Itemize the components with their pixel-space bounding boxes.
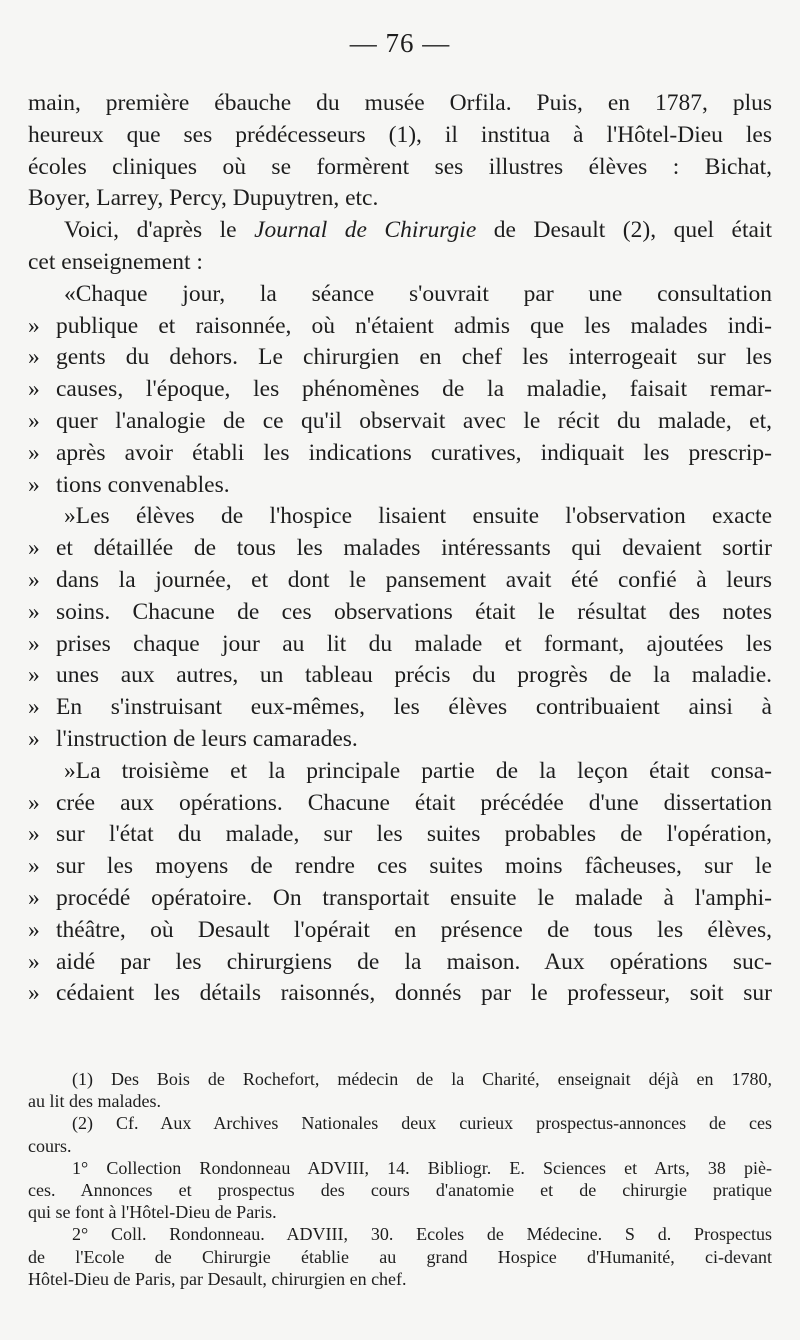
- footnotes: [28, 1068, 772, 1290]
- quote-mark: »: [64, 757, 76, 784]
- quote-text: causes, l'époque, les phénomènes de la maladie, faisait remar-: [56, 376, 772, 403]
- text-line: cet enseignement :: [28, 248, 203, 275]
- text-line: main, première ébauche du musée Orfila. Puis, en 1787, plus: [28, 90, 772, 116]
- quote-text: soins. Chacune de ces observations était le résultat des notes: [56, 598, 772, 625]
- quote-mark: »: [28, 948, 40, 975]
- quote-line: [28, 374, 772, 406]
- quote-line: [28, 883, 772, 915]
- quote-line: [28, 692, 772, 724]
- main-text: [28, 88, 772, 1010]
- quote-line: [28, 724, 772, 756]
- footnote-line: qui se font à l'Hôtel-Dieu de Paris.: [28, 1202, 277, 1223]
- quote-mark: »: [28, 821, 40, 848]
- quote-line: [28, 501, 772, 533]
- quote-line: [28, 819, 772, 851]
- quote-line: [28, 438, 772, 470]
- quote-line: [28, 915, 772, 947]
- quote-text: En s'instruisant eux-mêmes, les élèves contribuaient ainsi à: [56, 694, 772, 721]
- journal-title: Journal de Chirurgie: [254, 217, 477, 244]
- quote-mark: »: [28, 630, 40, 657]
- quote-mark: »: [28, 725, 40, 752]
- quote-text: sur les moyens de rendre ces suites moins fâcheuses, sur le: [56, 853, 772, 880]
- quote-mark: »: [28, 344, 40, 371]
- footnote-line: (1) Des Bois de Rochefort, médecin de la Charité, enseignait déjà en 1780,: [72, 1069, 772, 1089]
- quote-line: [28, 978, 772, 1010]
- footnote-line: 2° Coll. Rondonneau. ADVIII, 30. Ecoles de Médecine. S d. Prospectus: [72, 1224, 772, 1245]
- quote-mark: »: [28, 407, 40, 434]
- quote-text: cédaient les détails raisonnés, donnés par le professeur, soit sur: [56, 980, 772, 1007]
- text-line: heureux que ses prédécesseurs (1), il institua à l'Hôtel-Dieu les: [28, 121, 772, 148]
- quote-text: l'instruction de leurs camarades.: [56, 725, 358, 752]
- quote-mark: »: [28, 566, 40, 593]
- text-line-citation: [28, 215, 772, 247]
- text-fragment: Voici, d'après le: [64, 217, 237, 244]
- quote-text: quer l'analogie de ce qu'il observait avec le récit du malade, et,: [56, 407, 772, 434]
- quote-line: [28, 660, 772, 692]
- quote-text: prises chaque jour au lit du malade et formant, ajoutées les: [56, 630, 772, 657]
- footnote-line: ces. Annonces et prospectus des cours d'anatomie et de chirurgie pratique: [28, 1179, 772, 1200]
- quote-text: crée aux opérations. Chacune était précédée d'une dissertation: [56, 789, 772, 816]
- quote-mark: »: [28, 980, 40, 1007]
- quote-line: [28, 342, 772, 374]
- quote-text: Chaque jour, la séance s'ouvrait par une consultation: [75, 280, 772, 307]
- quote-mark: »: [28, 598, 40, 625]
- quote-text: après avoir établi les indications curatives, indiquait les prescrip-: [56, 439, 772, 466]
- quote-line: [28, 851, 772, 883]
- quote-text: La troisième et la principale partie de la leçon était consa-: [75, 757, 772, 784]
- quote-mark: »: [28, 853, 40, 880]
- quote-mark: »: [28, 471, 40, 498]
- quote-text: aidé par les chirurgiens de la maison. Aux opérations suc-: [56, 948, 772, 975]
- quote-text: théâtre, où Desault l'opérait en présence de tous les élèves,: [56, 916, 772, 943]
- quote-line: [28, 311, 772, 343]
- footnote-line: 1° Collection Rondonneau ADVIII, 14. Bibliogr. E. Sciences et Arts, 38 piè-: [72, 1157, 772, 1178]
- quote-line: [28, 533, 772, 565]
- footnote-line: (2) Cf. Aux Archives Nationales deux curieux prospectus-annonces de ces: [72, 1113, 772, 1134]
- quote-line: [28, 597, 772, 629]
- text-fragment: de Desault (2), quel était: [493, 217, 772, 244]
- text-line: Boyer, Larrey, Percy, Dupuytren, etc.: [28, 185, 379, 212]
- text-line: écoles cliniques où se formèrent ses illustres élèves : Bichat,: [28, 153, 772, 180]
- quote-mark: »: [28, 916, 40, 943]
- footnote-line: cours.: [28, 1135, 72, 1156]
- quote-mark: »: [28, 312, 40, 339]
- quote-text: publique et raisonnée, où n'étaient admis que les malades indi-: [56, 312, 772, 339]
- quote-mark: »: [28, 376, 40, 403]
- footnote-line: au lit des malades.: [28, 1091, 161, 1112]
- quote-mark: »: [28, 439, 40, 466]
- quote-mark: »: [64, 503, 76, 530]
- footnote-line: de l'Ecole de Chirurgie établie au grand Hospice d'Humanité, ci-devant: [28, 1246, 772, 1267]
- quote-mark: »: [28, 884, 40, 911]
- quote-mark: «: [64, 280, 76, 307]
- quote-line: [28, 279, 772, 311]
- quote-text: sur l'état du malade, sur les suites probables de l'opération,: [56, 821, 772, 848]
- quote-line: [28, 629, 772, 661]
- quote-text: et détaillée de tous les malades intéressants qui devaient sortir: [56, 535, 772, 562]
- quote-mark: »: [28, 662, 40, 689]
- quote-mark: »: [28, 789, 40, 816]
- quote-text: procédé opératoire. On transportait ensuite le malade à l'amphi-: [56, 884, 772, 911]
- page-number: — 76 —: [349, 28, 451, 58]
- quote-mark: »: [28, 694, 40, 721]
- footnote-line: Hôtel-Dieu de Paris, par Desault, chirurgien en chef.: [28, 1268, 407, 1289]
- quote-line: [28, 756, 772, 788]
- quote-mark: »: [28, 535, 40, 562]
- quote-text: tions convenables.: [56, 471, 230, 498]
- quote-line: [28, 406, 772, 438]
- quote-text: unes aux autres, un tableau précis du progrès de la maladie.: [56, 662, 772, 689]
- quote-line: [28, 565, 772, 597]
- quote-text: gents du dehors. Le chirurgien en chef les interrogeait sur les: [56, 344, 772, 371]
- quote-text: Les élèves de l'hospice lisaient ensuite l'observation exacte: [75, 503, 772, 530]
- quote-line: [28, 788, 772, 820]
- quote-text: dans la journée, et dont le pansement avait été confié à leurs: [56, 566, 772, 593]
- quote-line: [28, 470, 772, 502]
- quote-line: [28, 947, 772, 979]
